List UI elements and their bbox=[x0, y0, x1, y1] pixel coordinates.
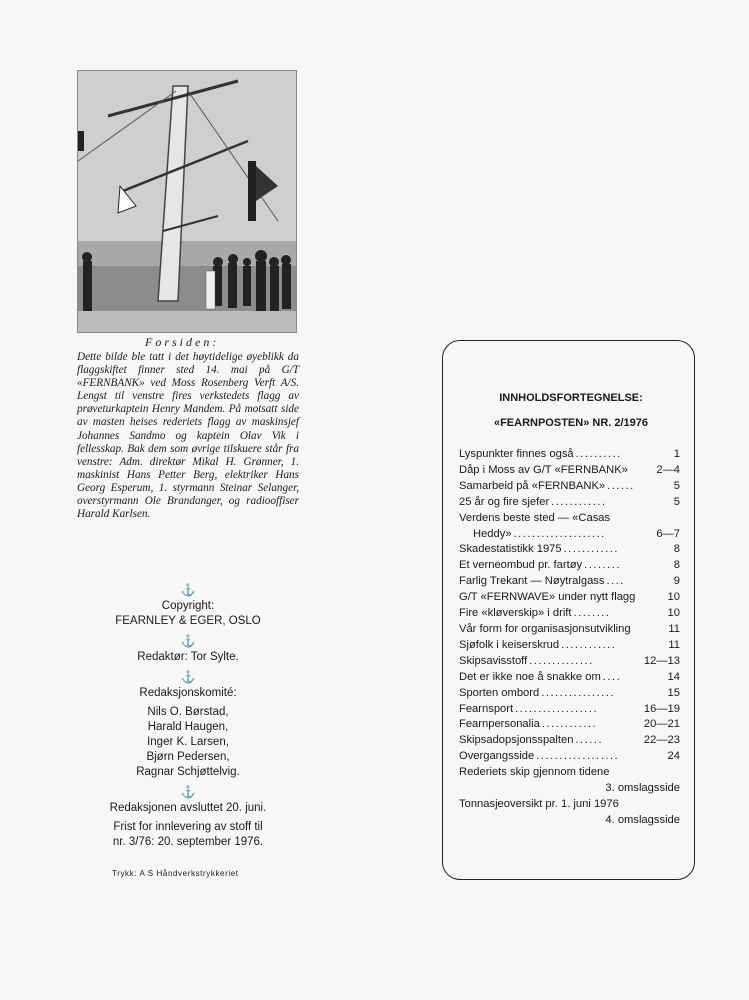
toc-item: Lyspunkter finnes også .......... 1 bbox=[459, 448, 680, 460]
committee-member: Harald Haugen, bbox=[147, 721, 229, 733]
toc-item: Heddy» .................... 6—7 bbox=[473, 527, 680, 540]
toc-item: Fearnpersonalia ............ 20—21 bbox=[459, 718, 680, 731]
toc-item: Vår form for organisasjonsutvikling 11 bbox=[459, 622, 680, 635]
toc-item: 4. omslagsside bbox=[605, 813, 680, 826]
copyright-owner: FEARNLEY & EGER, OSLO bbox=[115, 615, 261, 627]
toc-item: Fire «kløverskip» i drift ........ 10 bbox=[459, 607, 680, 620]
cover-photo bbox=[77, 70, 297, 333]
toc-item: Sjøfolk i keiserskrud ............ 11 bbox=[459, 638, 680, 651]
toc-heading: INNHOLDSFORTEGNELSE: bbox=[499, 392, 643, 404]
toc-item: Rederiets skip gjennom tidene bbox=[459, 766, 610, 779]
toc-item: Tonnasjeoversikt pr. 1. juni 1976 bbox=[459, 797, 619, 810]
toc-item: Dåp i Moss av G/T «FERNBANK» 2—4 bbox=[459, 463, 680, 476]
toc-item: Sporten ombord ................ 15 bbox=[459, 686, 680, 699]
printer-credit: Trykk: A S Håndverkstrykkeriet bbox=[112, 869, 239, 878]
deadline-line: nr. 3/76: 20. september 1976. bbox=[112, 836, 264, 848]
committee-member: Inger K. Larsen, bbox=[147, 736, 229, 748]
copyright-label: Copyright: bbox=[161, 600, 215, 612]
cover-caption: Dette bilde ble tatt i det høytidelige øyeblikk da flaggskiftet finner sted 14. mai på G/T «FERNBANK» ved Moss Rosenberg Verft A/S. Lengst til venstre fires verkstedets flagg av prøveturkaptein Henry Mandem. På motsatt side av masten heises rederiets flagg av maskinsjef Johannes Sandmo og kaptein Olav Vik i fellesskap. Bak dem som øvrige tilskuere står fra venstre: Adm. direktør Mikal H. Grønner, 1. maskinist Hans Petter Berg, elektriker Hans Georg Esperum, 1. styrmann Steinar Selanger, overstyrmann Ole Brandanger, og radiooffiser Harald Karlsen. bbox=[77, 351, 299, 521]
committee-label: Redaksjonskomité: bbox=[139, 687, 237, 699]
toc-list bbox=[459, 447, 680, 829]
toc-item: Skadestatistikk 1975 ............ 8 bbox=[459, 543, 680, 556]
anchor-icon: ⚓ bbox=[180, 634, 196, 648]
editorial-closed: Redaksjonen avsluttet 20. juni. bbox=[109, 802, 267, 814]
toc-item: Farlig Trekant — Nøytralgass .... 9 bbox=[459, 575, 680, 588]
toc-item: Overgangsside .................. 24 bbox=[459, 750, 680, 763]
committee-member: Bjørn Pedersen, bbox=[146, 751, 230, 763]
toc-item: Verdens beste sted — «Casas bbox=[459, 511, 611, 524]
toc-item: G/T «FERNWAVE» under nytt flagg 10 bbox=[459, 591, 680, 604]
caption-title: Forsiden: bbox=[145, 335, 220, 349]
toc-item: 25 år og fire sjefer ............ 5 bbox=[459, 495, 680, 508]
toc-item: Det er ikke noe å snakke om .... 14 bbox=[459, 670, 680, 683]
committee-member: Nils O. Børstad, bbox=[147, 706, 229, 718]
anchor-icon: ⚓ bbox=[180, 670, 196, 684]
credits-block bbox=[77, 578, 299, 850]
toc-subheading: «FEARNPOSTEN» NR. 2/1976 bbox=[493, 417, 649, 429]
toc-item: Fearnsport .................. 16—19 bbox=[459, 702, 680, 715]
anchor-icon: ⚓ bbox=[180, 583, 196, 597]
anchor-icon: ⚓ bbox=[180, 785, 196, 799]
toc-item: Skipsadopsjonsspalten ...... 22—23 bbox=[459, 734, 680, 747]
toc-item: Samarbeid på «FERNBANK» ...... 5 bbox=[459, 479, 680, 492]
deadline-line: Frist for innlevering av stoff til bbox=[113, 821, 263, 833]
toc-item: Et verneombud pr. fartøy ........ 8 bbox=[459, 559, 680, 572]
editor: Redaktør: Tor Sylte. bbox=[137, 651, 239, 663]
ship-mast-flag-ceremony-photo bbox=[78, 71, 296, 332]
toc-item: Skipsavisstoff .............. 12—13 bbox=[459, 654, 680, 667]
toc-item: 3. omslagsside bbox=[605, 782, 680, 795]
committee-member: Ragnar Schjøttelvig. bbox=[136, 766, 240, 778]
